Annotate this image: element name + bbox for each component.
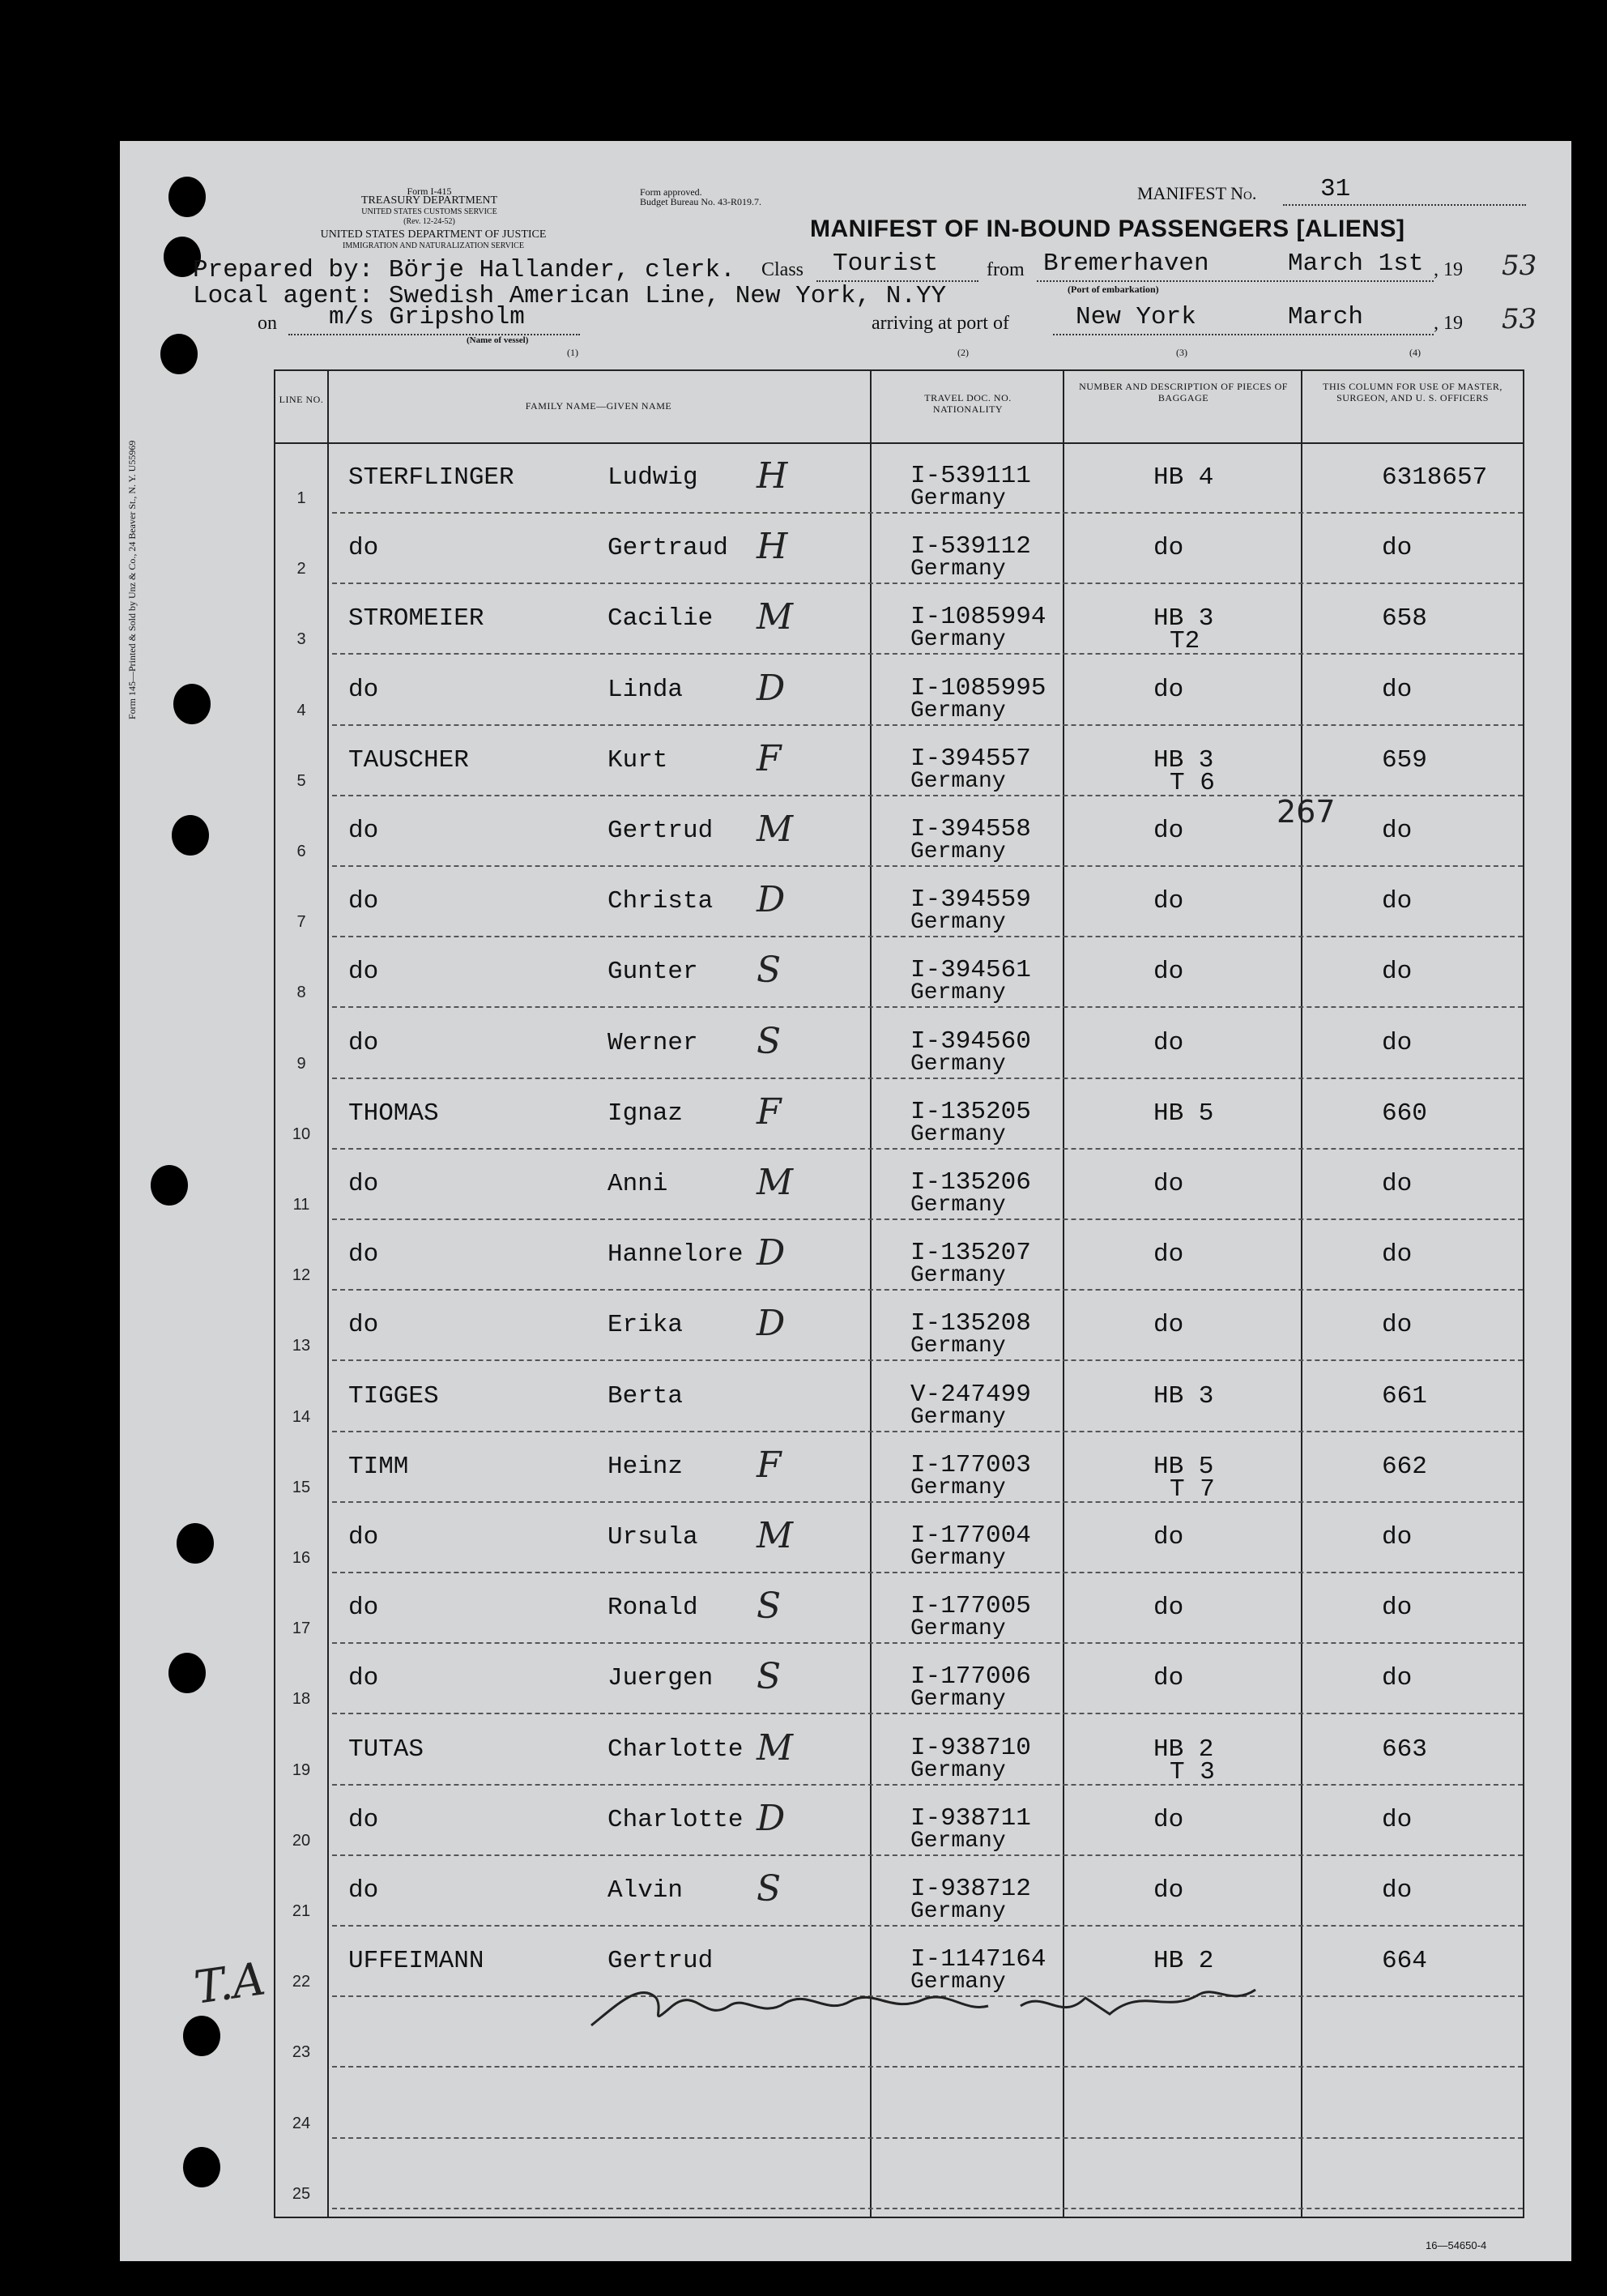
inspector-mark: M bbox=[757, 596, 794, 638]
ins-service: IMMIGRATION AND NATURALIZATION SERVICE bbox=[343, 241, 524, 250]
travel-doc-number: I-135208 bbox=[910, 1309, 1031, 1338]
officer-entry: 664 bbox=[1382, 1947, 1427, 1976]
row-rule bbox=[332, 2066, 1523, 2068]
inspector-mark: D bbox=[757, 667, 786, 709]
arriving-label: arriving at port of bbox=[872, 313, 1009, 334]
family-name: STERFLINGER bbox=[348, 463, 514, 492]
nationality: Germany bbox=[910, 1051, 1006, 1077]
row-rule bbox=[332, 2208, 1523, 2209]
travel-doc-number: I-394557 bbox=[910, 744, 1031, 773]
line-number: 3 bbox=[296, 630, 306, 649]
inspector-mark: S bbox=[757, 1020, 782, 1062]
form-approved: Form approved. bbox=[640, 186, 702, 198]
officer-entry: do bbox=[1382, 534, 1413, 563]
travel-doc-number: I-394560 bbox=[910, 1026, 1031, 1056]
baggage: do bbox=[1153, 958, 1184, 987]
inspector-mark: F bbox=[757, 1444, 782, 1486]
budget-bureau: Budget Bureau No. 43-R019.7. bbox=[640, 196, 761, 207]
family-name: do bbox=[348, 1170, 379, 1198]
row-rule bbox=[332, 724, 1523, 726]
table-bottom-border bbox=[274, 2217, 1524, 2218]
baggage: do bbox=[1153, 1523, 1184, 1551]
inspector-mark: D bbox=[757, 1797, 786, 1839]
travel-doc-number: I-938712 bbox=[910, 1875, 1031, 1903]
travel-doc-number: I-539111 bbox=[910, 462, 1031, 490]
year-prefix-2: , 19 bbox=[1434, 313, 1463, 334]
inspector-mark: S bbox=[757, 1585, 782, 1628]
baggage: do bbox=[1153, 1240, 1184, 1270]
vessel-caption: (Name of vessel) bbox=[467, 335, 529, 345]
line-number: 15 bbox=[292, 1478, 311, 1496]
baggage: HB 3 bbox=[1153, 604, 1214, 634]
line-number: 23 bbox=[292, 2043, 311, 2062]
column-number-3: (3) bbox=[1176, 347, 1187, 358]
family-name: do bbox=[348, 1876, 379, 1905]
treasury-department: TREASURY DEPARTMENT bbox=[360, 194, 498, 207]
travel-doc-number: V-247499 bbox=[910, 1380, 1031, 1409]
given-name: Kurt bbox=[607, 745, 668, 775]
nationality: Germany bbox=[910, 557, 1006, 583]
row-rule bbox=[332, 1006, 1523, 1008]
family-name: do bbox=[348, 1594, 379, 1623]
baggage: HB 5 bbox=[1153, 1452, 1214, 1481]
from-line bbox=[1037, 250, 1434, 282]
officer-entry: do bbox=[1382, 675, 1413, 704]
line-number: 2 bbox=[296, 560, 306, 578]
manifest-title: MANIFEST OF IN-BOUND PASSENGERS [ALIENS] bbox=[810, 216, 1405, 242]
row-rule bbox=[332, 795, 1523, 796]
given-name: Ursula bbox=[607, 1523, 698, 1551]
family-name: STROMEIER bbox=[348, 604, 484, 634]
column-header-officers: THIS COLUMN FOR USE OF MASTER, SURGEON, AND U. S. OFFICERS bbox=[1323, 381, 1503, 403]
baggage: do bbox=[1153, 675, 1184, 704]
column-header-name: FAMILY NAME—GIVEN NAME bbox=[525, 400, 672, 412]
officer-note: 267 bbox=[1277, 794, 1336, 830]
inspector-mark: M bbox=[757, 1162, 794, 1203]
family-name: do bbox=[348, 534, 379, 563]
vessel-line bbox=[288, 303, 580, 335]
family-name: do bbox=[348, 1240, 379, 1270]
travel-doc-number: I-938711 bbox=[910, 1803, 1031, 1833]
travel-doc-number: I-394561 bbox=[910, 956, 1031, 985]
row-rule bbox=[332, 2137, 1523, 2139]
travel-doc-number: I-1085995 bbox=[910, 673, 1046, 702]
line-number: 18 bbox=[292, 1690, 311, 1709]
printer-credit: Form 145—Printed & Sold by Unz & Co., 24 Beaver St., N. Y. U55969 bbox=[126, 440, 138, 719]
travel-doc-number: I-135207 bbox=[910, 1239, 1031, 1268]
punch-hole bbox=[177, 1523, 214, 1564]
nationality: Germany bbox=[910, 1757, 1006, 1783]
baggage: do bbox=[1153, 1028, 1184, 1057]
family-name: do bbox=[348, 817, 379, 845]
line-number: 11 bbox=[292, 1196, 310, 1214]
table-top-border bbox=[274, 369, 1524, 371]
year-1: 53 bbox=[1502, 250, 1537, 282]
inspector-mark: S bbox=[757, 1656, 782, 1698]
baggage: do bbox=[1153, 1170, 1184, 1198]
nationality: Germany bbox=[910, 910, 1006, 936]
nationality: Germany bbox=[910, 1193, 1006, 1218]
inspector-mark: S bbox=[757, 950, 782, 992]
row-rule bbox=[332, 653, 1523, 655]
given-name: Werner bbox=[607, 1028, 698, 1057]
table-left-border bbox=[274, 369, 275, 2218]
inspector-signature bbox=[583, 1974, 1280, 2038]
punch-hole bbox=[172, 815, 209, 856]
manifest-number-label: MANIFEST No. bbox=[1137, 183, 1257, 203]
line-number: 4 bbox=[296, 701, 306, 719]
class-line bbox=[816, 250, 978, 282]
baggage: do bbox=[1153, 1805, 1184, 1834]
inspector-mark: D bbox=[757, 879, 786, 921]
punch-hole bbox=[183, 2147, 220, 2187]
row-rule bbox=[332, 1431, 1523, 1432]
nationality: Germany bbox=[910, 980, 1006, 1006]
given-name: Gunter bbox=[607, 958, 698, 987]
column-header-travel-doc: TRAVEL DOC. NO. NATIONALITY bbox=[924, 392, 1012, 415]
line-number: 22 bbox=[292, 1973, 311, 1991]
line-number: 25 bbox=[292, 2184, 311, 2203]
baggage: HB 2 bbox=[1153, 1947, 1214, 1976]
inspector-mark: S bbox=[757, 1868, 782, 1910]
baggage: do bbox=[1153, 1311, 1184, 1340]
nationality: Germany bbox=[910, 1404, 1006, 1430]
family-name: TIMM bbox=[348, 1452, 409, 1481]
officer-entry: 663 bbox=[1382, 1735, 1427, 1764]
row-rule bbox=[332, 512, 1523, 514]
inspector-mark: H bbox=[757, 455, 788, 497]
baggage: HB 4 bbox=[1153, 463, 1214, 492]
column-header-line-no: LINE NO. bbox=[279, 394, 324, 405]
travel-doc-number: I-394558 bbox=[910, 815, 1031, 843]
officer-entry: do bbox=[1382, 887, 1413, 916]
baggage: do bbox=[1153, 1594, 1184, 1623]
line-number: 14 bbox=[292, 1407, 311, 1426]
officer-entry: do bbox=[1382, 1523, 1413, 1551]
row-rule bbox=[332, 936, 1523, 937]
line-number: 9 bbox=[296, 1054, 306, 1073]
row-rule bbox=[332, 1078, 1523, 1079]
column-number-1: (1) bbox=[567, 347, 578, 358]
class-label: Class bbox=[761, 259, 804, 280]
manifest-number-line bbox=[1283, 175, 1526, 206]
family-name: do bbox=[348, 1805, 379, 1834]
family-name: do bbox=[348, 1028, 379, 1057]
punch-hole bbox=[168, 1653, 206, 1693]
travel-doc-number: I-177004 bbox=[910, 1521, 1031, 1550]
inspector-mark: D bbox=[757, 1303, 786, 1345]
officer-entry: do bbox=[1382, 1594, 1413, 1623]
table-divider bbox=[870, 369, 872, 2218]
given-name: Juergen bbox=[607, 1664, 714, 1693]
prepared-by: Prepared by: Börje Hallander, clerk. bbox=[193, 256, 735, 284]
line-number: 8 bbox=[296, 984, 306, 1002]
nationality: Germany bbox=[910, 1334, 1006, 1359]
baggage: HB 3 bbox=[1153, 1381, 1214, 1410]
travel-doc-number: I-938710 bbox=[910, 1733, 1031, 1762]
nationality: Germany bbox=[910, 839, 1006, 864]
line-number: 1 bbox=[296, 489, 306, 507]
table-divider bbox=[1301, 369, 1302, 2218]
officer-entry: do bbox=[1382, 1805, 1413, 1834]
given-name: Gertrud bbox=[607, 1947, 714, 1976]
row-rule bbox=[332, 1925, 1523, 1927]
given-name: Berta bbox=[607, 1381, 684, 1410]
family-name: do bbox=[348, 1664, 379, 1693]
footer-code: 16—54650-4 bbox=[1426, 2239, 1487, 2251]
class-value: Tourist bbox=[833, 250, 939, 278]
given-name: Gertrud bbox=[607, 817, 714, 845]
row-rule bbox=[332, 1713, 1523, 1714]
travel-doc-number: I-1085994 bbox=[910, 603, 1046, 632]
family-name: do bbox=[348, 887, 379, 916]
row-rule bbox=[332, 1784, 1523, 1786]
punch-hole bbox=[173, 684, 211, 724]
baggage-tag: T 7 bbox=[1170, 1474, 1215, 1504]
inspector-mark: M bbox=[757, 1726, 794, 1769]
officer-entry: do bbox=[1382, 1028, 1413, 1057]
column-number-4: (4) bbox=[1409, 347, 1421, 358]
inspector-mark: H bbox=[757, 526, 788, 568]
family-name: TIGGES bbox=[348, 1381, 439, 1410]
from-label: from bbox=[987, 259, 1025, 280]
nationality: Germany bbox=[910, 1687, 1006, 1713]
inspector-mark: D bbox=[757, 1232, 786, 1274]
year-2: 53 bbox=[1502, 303, 1537, 335]
baggage-tag: T 6 bbox=[1170, 768, 1215, 797]
line-number: 10 bbox=[292, 1125, 311, 1143]
family-name: do bbox=[348, 958, 379, 987]
port-embarkation-caption: (Port of embarkation) bbox=[1068, 284, 1159, 295]
table-header-rule bbox=[274, 442, 1524, 444]
nationality: Germany bbox=[910, 1616, 1006, 1642]
manifest-number: 31 bbox=[1320, 175, 1351, 203]
baggage-tag: T 3 bbox=[1170, 1757, 1215, 1786]
line-number: 12 bbox=[292, 1266, 311, 1285]
line-number: 20 bbox=[292, 1831, 311, 1850]
family-name: do bbox=[348, 1311, 379, 1340]
travel-doc-number: I-135205 bbox=[910, 1097, 1031, 1126]
punch-hole bbox=[160, 334, 198, 374]
customs-service: UNITED STATES CUSTOMS SERVICE bbox=[361, 207, 497, 216]
travel-doc-number: I-1147164 bbox=[910, 1945, 1046, 1974]
officer-entry: do bbox=[1382, 1311, 1413, 1340]
revision-date: (Rev. 12-24-52) bbox=[403, 217, 455, 226]
line-number: 17 bbox=[292, 1620, 311, 1638]
family-name: TUTAS bbox=[348, 1735, 424, 1764]
arrival-line bbox=[1053, 303, 1434, 335]
baggage: HB 5 bbox=[1153, 1099, 1214, 1128]
given-name: Linda bbox=[607, 675, 684, 704]
row-rule bbox=[332, 1218, 1523, 1220]
line-number: 21 bbox=[292, 1902, 311, 1920]
travel-doc-number: I-177006 bbox=[910, 1662, 1031, 1692]
officer-entry: 659 bbox=[1382, 745, 1427, 775]
baggage: HB 3 bbox=[1153, 745, 1214, 775]
row-rule bbox=[332, 1854, 1523, 1856]
travel-doc-number: I-394559 bbox=[910, 886, 1031, 915]
line-number: 13 bbox=[292, 1337, 311, 1355]
arrival-month: March bbox=[1288, 303, 1364, 331]
departure-date: March 1st bbox=[1288, 250, 1424, 278]
officer-entry: 662 bbox=[1382, 1452, 1427, 1481]
baggage: HB 2 bbox=[1153, 1735, 1214, 1764]
officer-entry: do bbox=[1382, 1240, 1413, 1270]
nationality: Germany bbox=[910, 1828, 1006, 1854]
embarkation-port: Bremerhaven bbox=[1043, 250, 1209, 278]
line-number: 7 bbox=[296, 913, 306, 932]
column-header-baggage: NUMBER AND DESCRIPTION OF PIECES OF BAGGAGE bbox=[1079, 381, 1288, 403]
baggage: do bbox=[1153, 1664, 1184, 1693]
row-rule bbox=[332, 583, 1523, 584]
punch-hole bbox=[168, 177, 206, 217]
travel-doc-number: I-539112 bbox=[910, 532, 1031, 561]
row-rule bbox=[332, 1501, 1523, 1503]
column-number-2: (2) bbox=[957, 347, 969, 358]
nationality: Germany bbox=[910, 1970, 1006, 1995]
local-agent: Local agent: Swedish American Line, New York, N.YY bbox=[193, 282, 947, 310]
line-number: 5 bbox=[296, 771, 306, 790]
inspector-mark: M bbox=[757, 809, 794, 850]
given-name: Ronald bbox=[607, 1594, 698, 1623]
baggage: do bbox=[1153, 1876, 1184, 1905]
travel-doc-number: I-135206 bbox=[910, 1168, 1031, 1197]
inspector-mark: M bbox=[757, 1515, 794, 1556]
line-number: 6 bbox=[296, 843, 306, 860]
family-name: THOMAS bbox=[348, 1099, 439, 1128]
justice-department: UNITED STATES DEPARTMENT OF JUSTICE bbox=[320, 228, 547, 241]
baggage: do bbox=[1153, 887, 1184, 916]
nationality: Germany bbox=[910, 768, 1006, 794]
nationality: Germany bbox=[910, 1474, 1006, 1500]
baggage: do bbox=[1153, 817, 1184, 845]
line-number: 19 bbox=[292, 1760, 311, 1779]
nationality: Germany bbox=[910, 486, 1006, 511]
officer-entry: do bbox=[1382, 1664, 1413, 1693]
officer-entry: 6318657 bbox=[1382, 463, 1488, 492]
given-name: Ludwig bbox=[607, 463, 698, 492]
inspector-mark: F bbox=[757, 1090, 782, 1133]
arrival-port: New York bbox=[1076, 303, 1196, 331]
row-rule bbox=[332, 1572, 1523, 1573]
baggage: do bbox=[1153, 534, 1184, 563]
given-name: Ignaz bbox=[607, 1099, 684, 1128]
officer-entry: 658 bbox=[1382, 604, 1427, 634]
form-number: Form I-415 bbox=[407, 186, 452, 197]
given-name: Charlotte bbox=[607, 1805, 744, 1834]
row-rule bbox=[332, 1642, 1523, 1644]
officer-entry: 660 bbox=[1382, 1099, 1427, 1128]
table-divider bbox=[1063, 369, 1064, 2218]
punch-hole bbox=[183, 2016, 220, 2056]
nationality: Germany bbox=[910, 1899, 1006, 1924]
given-name: Cacilie bbox=[607, 604, 714, 634]
family-name: UFFEIMANN bbox=[348, 1947, 484, 1976]
margin-note: T.A bbox=[190, 1952, 269, 2015]
nationality: Germany bbox=[910, 698, 1006, 723]
punch-hole bbox=[151, 1165, 188, 1206]
officer-entry: do bbox=[1382, 1170, 1413, 1198]
row-rule bbox=[332, 1148, 1523, 1150]
given-name: Christa bbox=[607, 887, 714, 916]
vessel-name: m/s Gripsholm bbox=[329, 303, 525, 331]
officer-entry: do bbox=[1382, 1876, 1413, 1905]
nationality: Germany bbox=[910, 1121, 1006, 1147]
given-name: Heinz bbox=[607, 1452, 684, 1481]
manifest-page bbox=[120, 141, 1571, 2261]
officer-entry: 661 bbox=[1382, 1381, 1427, 1410]
table-divider bbox=[327, 369, 329, 2218]
family-name: TAUSCHER bbox=[348, 745, 469, 775]
travel-doc-number: I-177003 bbox=[910, 1450, 1031, 1479]
officer-entry: do bbox=[1382, 958, 1413, 987]
line-number: 24 bbox=[292, 2114, 311, 2132]
given-name: Gertraud bbox=[607, 534, 728, 563]
given-name: Alvin bbox=[607, 1876, 684, 1905]
row-rule bbox=[332, 1359, 1523, 1361]
given-name: Anni bbox=[607, 1170, 668, 1198]
travel-doc-number: I-177005 bbox=[910, 1592, 1031, 1621]
inspector-mark: F bbox=[757, 737, 782, 779]
nationality: Germany bbox=[910, 1546, 1006, 1571]
line-number: 16 bbox=[292, 1549, 311, 1567]
baggage-tag: T2 bbox=[1170, 627, 1200, 656]
year-prefix-1: , 19 bbox=[1434, 259, 1463, 280]
given-name: Erika bbox=[607, 1311, 684, 1340]
nationality: Germany bbox=[910, 627, 1006, 653]
given-name: Charlotte bbox=[607, 1735, 744, 1764]
row-rule bbox=[332, 1289, 1523, 1291]
row-rule bbox=[332, 865, 1523, 867]
family-name: do bbox=[348, 675, 379, 704]
given-name: Hannelore bbox=[607, 1240, 744, 1270]
on-label: on bbox=[258, 313, 277, 334]
officer-entry: do bbox=[1382, 817, 1413, 845]
table-right-border bbox=[1523, 369, 1524, 2218]
family-name: do bbox=[348, 1523, 379, 1551]
nationality: Germany bbox=[910, 1263, 1006, 1289]
